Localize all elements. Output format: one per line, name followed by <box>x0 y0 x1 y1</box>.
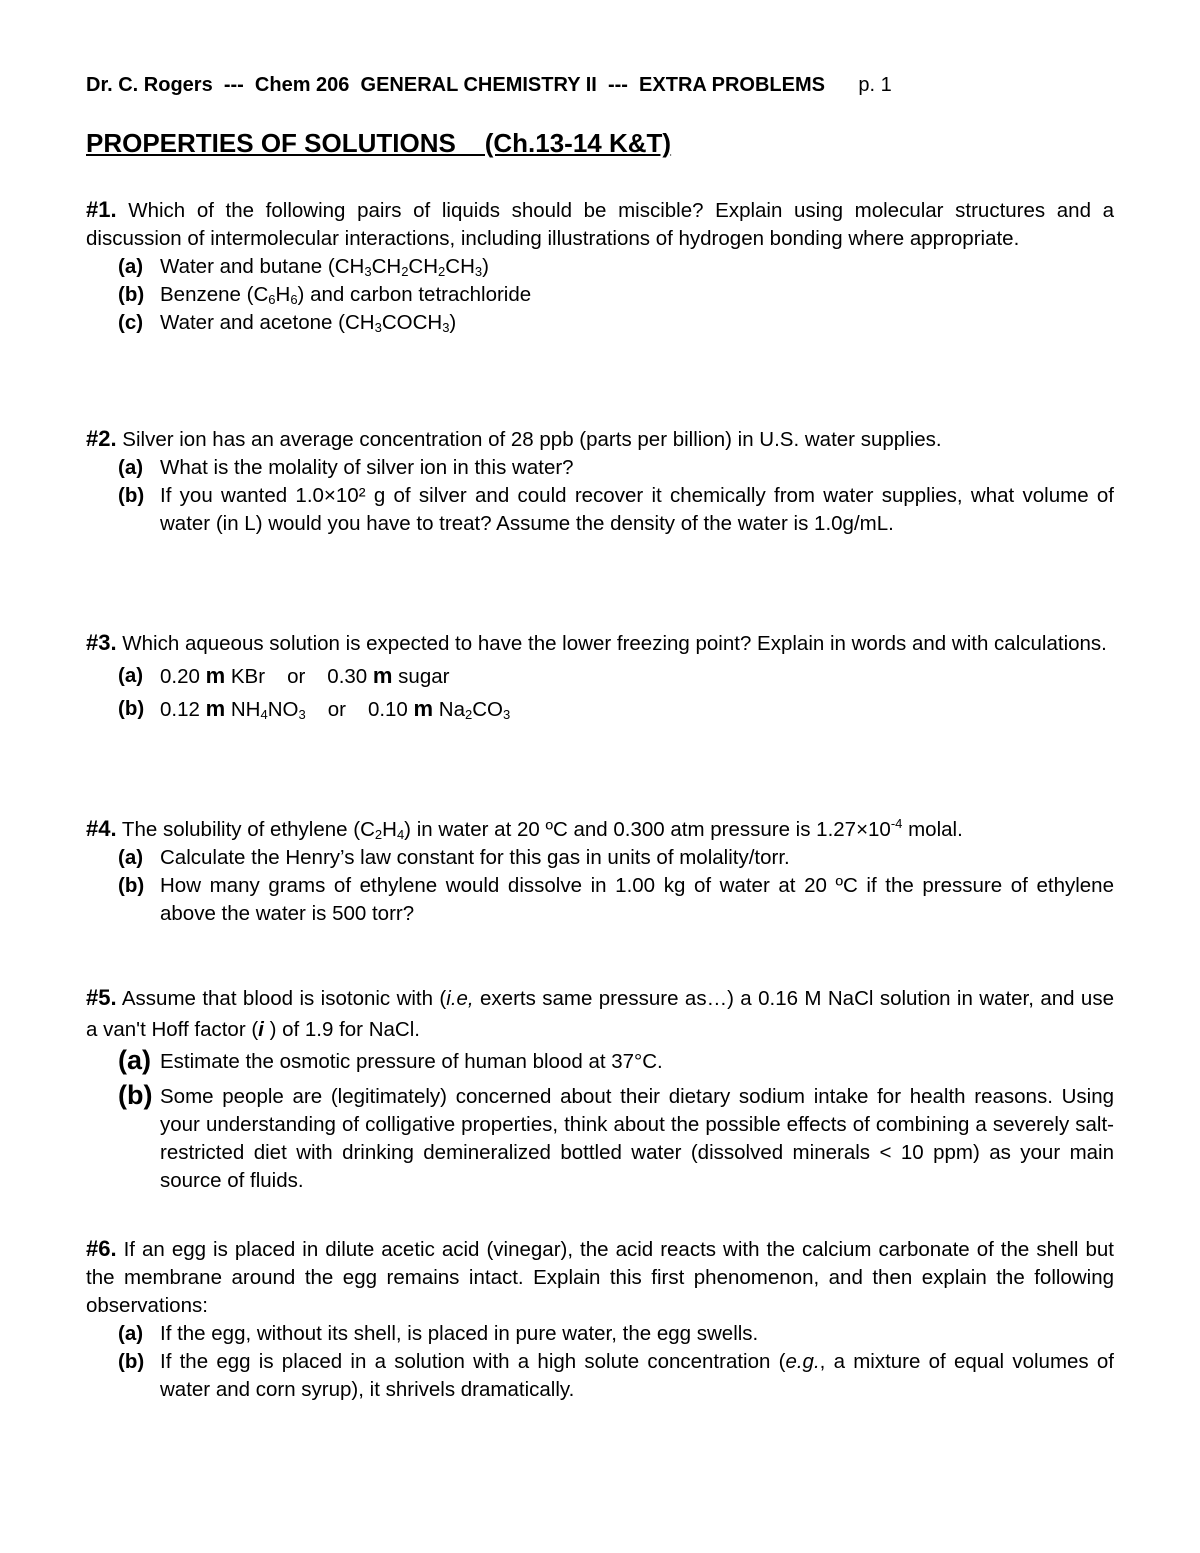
question-text: ) of 1.9 for NaCl. <box>269 1018 420 1041</box>
question-text: Which of the following pairs of liquids should be miscible? Explain using molecular structures and a discussion of intermolecular interactions, including illustrations of hydrogen bonding where appropriate. <box>86 199 1115 250</box>
question-6-part-a <box>86 1320 1114 1348</box>
question-5-part-b <box>86 1080 1114 1195</box>
part-text: ) <box>482 255 489 278</box>
part-text: How many grams of ethylene would dissolve in 1.00 kg of water at 20 ºC if the pressure of ethylene above the water is 500 torr? <box>160 874 1114 925</box>
exponent: -4 <box>890 816 903 831</box>
question-2-prompt <box>86 425 1114 454</box>
question-text: ) in water at 20 ºC and 0.300 atm pressure is 1.27×10 <box>404 818 891 841</box>
question-2 <box>86 425 1114 538</box>
part-text: , a mixture of equal volumes of water and corn syrup), it shrivels dramatically. <box>160 1350 1114 1401</box>
molal-unit: m <box>205 696 226 721</box>
solute: sugar <box>398 665 450 688</box>
question-number: #2. <box>86 426 117 451</box>
part-text: ) and carbon tetrachloride <box>297 283 532 306</box>
part-text: If the egg, without its shell, is placed in pure water, the egg swells. <box>160 1322 759 1345</box>
or-word: or <box>287 665 306 688</box>
part-text: If the egg is placed in a solution with a high solute concentration ( <box>160 1350 786 1373</box>
question-1 <box>86 196 1114 337</box>
part-label: (a) <box>118 1322 144 1345</box>
part-text: Estimate the osmotic pressure of human blood at 37°C. <box>160 1050 663 1073</box>
molal-unit: m <box>372 663 393 688</box>
part-text: If you wanted 1.0×10² g of silver and could recover it chemically from water supplies, what volume of water (in L) would you have to treat? Assume the density of the water is 1.0g/mL. <box>160 484 1114 535</box>
part-label: (a) <box>118 1045 151 1075</box>
question-1-prompt <box>86 196 1114 253</box>
page-title: PROPERTIES OF SOLUTIONS (Ch.13-14 K&T) <box>86 128 672 158</box>
question-number: #4. <box>86 816 117 841</box>
question-5 <box>86 982 1114 1195</box>
page-header <box>86 74 892 97</box>
question-number: #3. <box>86 630 117 655</box>
part-text: What is the molality of silver ion in this water? <box>160 456 574 479</box>
question-1-part-c: (c) Water and acetone $(CH_3COCH_3)$ <box>118 311 457 335</box>
part-text: e.g. <box>785 1350 820 1373</box>
part-label: (b) <box>118 1080 153 1110</box>
part-label: (a) <box>118 255 144 278</box>
part-text: ) <box>449 311 457 334</box>
question-1-part-a: (a) Water and butane $(CH_3CH_2CH_2CH_3)$ <box>118 255 489 279</box>
part-label: (b) <box>118 874 145 897</box>
question-6-part-b <box>86 1348 1114 1404</box>
part-label: (a) <box>118 456 144 479</box>
question-5-part-a <box>86 1045 1114 1079</box>
value: 0.12 <box>160 698 200 721</box>
vant-hoff-symbol: i <box>258 1018 264 1041</box>
part-text: Benzene (C <box>160 283 269 306</box>
question-number: #6. <box>86 1236 117 1261</box>
question-text: Which aqueous solution is expected to have the lower freezing point? Explain in words and with calculations. <box>122 632 1107 655</box>
part-label: (a) <box>118 846 144 869</box>
part-label: (b) <box>118 1350 145 1373</box>
question-text: exerts same pressure as…) a 0.16 M NaCl solution in water, and use a van't Hoff factor ( <box>86 987 1114 1041</box>
value: 0.30 <box>327 665 368 688</box>
question-2-part-b <box>86 482 1114 538</box>
question-text: If an egg is placed in dilute acetic acid (vinegar), the acid reacts with the calcium carbonate of the shell but the membrane around the egg remains intact. Explain this first phenomenon, and then explain the following observations: <box>86 1238 1114 1317</box>
question-text: Silver ion has an average concentration of 28 ppb (parts per billion) in U.S. water supplies. <box>122 428 942 451</box>
part-text: Water and acetone (CH <box>160 311 375 334</box>
question-number: #1. <box>86 197 117 222</box>
page-number: p. 1 <box>858 74 892 96</box>
part-text: Some people are (legitimately) concerned about their dietary sodium intake for health reasons. Using your understanding of colligative properties, think about the possible effects of combining a severely salt-restricted diet with drinking demineralized bottled water (dissolved minerals < 10 ppm) as your main source of fluids. <box>160 1085 1114 1192</box>
question-3 <box>86 629 1114 724</box>
question-5-prompt <box>86 982 1114 1045</box>
question-4-part-a <box>86 844 1114 872</box>
part-label: (a) <box>118 664 144 687</box>
question-1-part-b: (b) Benzene $(C_6H_6)$ and carbon tetrachloride <box>118 283 532 307</box>
question-text: i.e, <box>446 987 474 1010</box>
question-4-part-b <box>86 872 1114 928</box>
header-text: Dr. C. Rogers --- Chem 206 GENERAL CHEMISTRY II --- EXTRA PROBLEMS <box>86 74 825 96</box>
question-text: molal. <box>902 818 963 841</box>
question-3-part-a <box>86 662 1114 691</box>
question-4 <box>86 815 1114 928</box>
part-label: (c) <box>118 311 144 334</box>
question-6-prompt <box>86 1235 1114 1320</box>
value: 0.10 <box>367 698 408 721</box>
part-label: (b) <box>118 283 145 306</box>
molal-unit: m <box>413 696 434 721</box>
part-text: Calculate the Henry’s law constant for this gas in units of molality/torr. <box>160 846 790 869</box>
value: 0.20 <box>160 665 200 688</box>
question-4-prompt: #4. The solubility of ethylene $(C_2H_4)$ in water at 20 ºC and 0.300 atm pressure is $1.27\times 10^{-4}$ molal. <box>86 816 963 842</box>
or-word: or <box>327 698 346 721</box>
part-text: Water and butane (CH <box>160 255 365 278</box>
part-label: (b) <box>118 484 145 507</box>
question-2-part-a <box>86 454 1114 482</box>
question-3-prompt <box>86 629 1114 658</box>
question-3-part-b: (b) 0.12 m $NH_4NO_3$ or 0.10 m $Na_2CO_3$ <box>118 696 511 722</box>
part-label: (b) <box>118 697 145 720</box>
molal-unit: m <box>205 663 226 688</box>
question-number: #5. <box>86 985 117 1010</box>
solute: KBr <box>230 665 266 688</box>
question-text: Assume that blood is isotonic with ( <box>121 987 447 1010</box>
question-6 <box>86 1235 1114 1404</box>
question-text: The solubility of ethylene (C <box>121 818 375 841</box>
